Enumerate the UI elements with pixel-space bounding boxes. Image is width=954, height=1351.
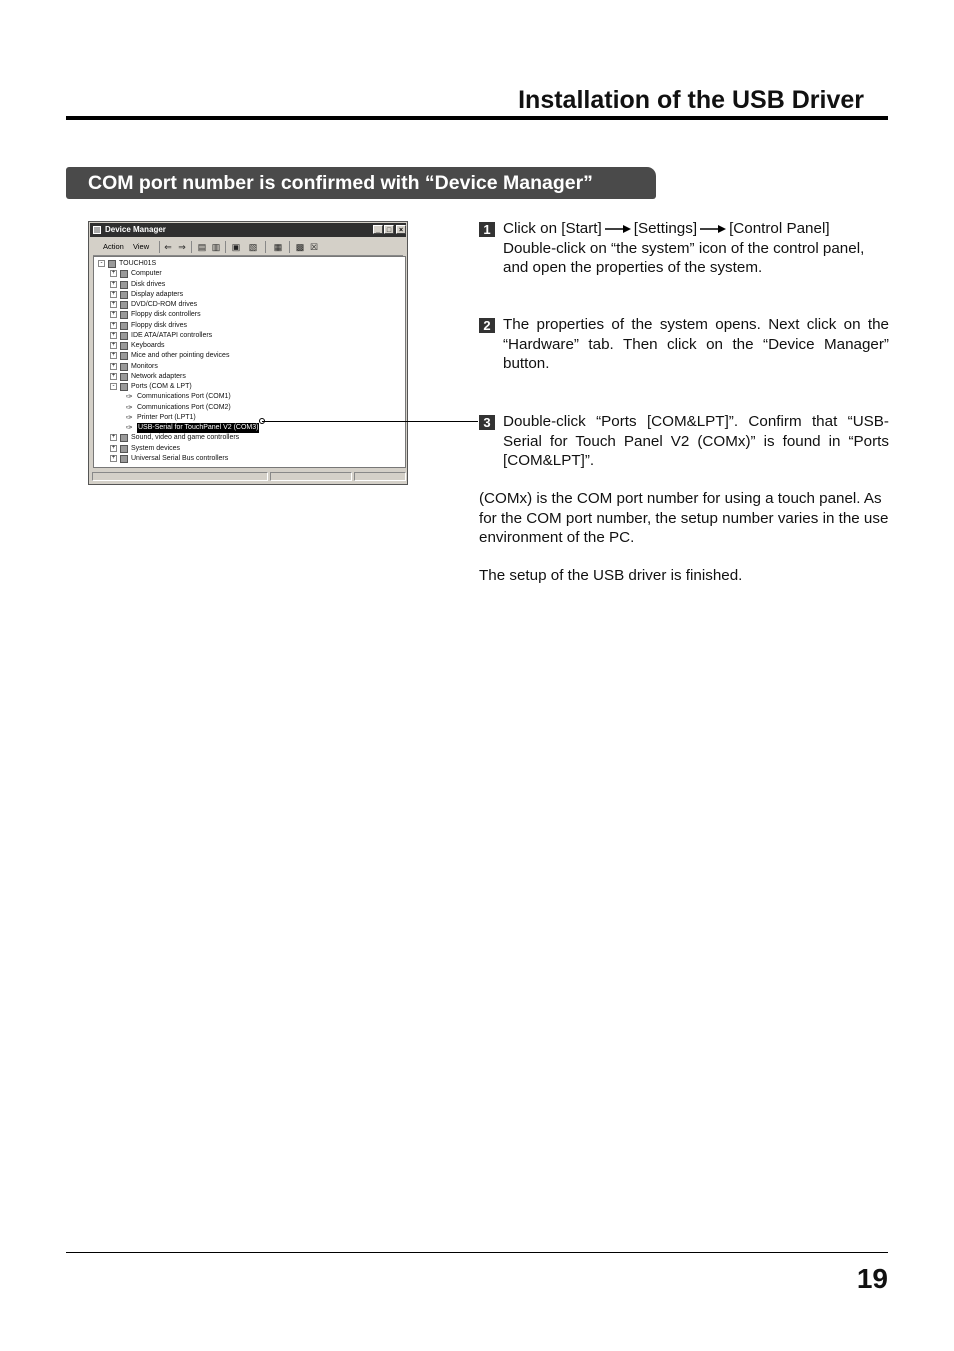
dm-statusbar xyxy=(90,471,406,483)
dm-sep-2 xyxy=(191,241,192,253)
tree-item-label: Disk drives xyxy=(131,280,166,288)
expand-icon[interactable]: + xyxy=(111,454,116,461)
expand-icon[interactable]: + xyxy=(111,352,116,359)
tree-item[interactable] xyxy=(94,382,404,392)
tree-item[interactable] xyxy=(94,454,404,464)
step-1-settings: [Settings] xyxy=(633,220,698,237)
port-device-icon: ✑ xyxy=(126,423,133,432)
tree-item[interactable] xyxy=(94,290,404,300)
right-arrow-icon xyxy=(605,224,631,234)
tree-item-label: Keyboards xyxy=(131,342,165,349)
port-device-icon: ✑ xyxy=(126,392,133,402)
tree-item-label: TOUCH01S xyxy=(119,260,157,267)
tree-item[interactable] xyxy=(94,362,404,372)
tree-item-label: Floppy disk drives xyxy=(131,321,188,329)
expand-icon[interactable]: + xyxy=(111,321,116,328)
forward-arrow-icon[interactable]: ⇒ xyxy=(178,242,186,252)
step-1-control-panel: [Control Panel] xyxy=(729,220,830,237)
device-category-icon xyxy=(120,332,128,340)
step-body: The properties of the system opens. Next click on the “Hardware” tab. Then click on the “Device Manager” button. xyxy=(503,316,889,373)
device-category-icon xyxy=(120,342,128,350)
expand-icon[interactable]: + xyxy=(111,311,116,318)
step-body: Double-click “Ports [COM&LPT]”. Confirm that “USB-Serial for Touch Panel V2 (COMx)” is found in “Ports [COM&LPT]”. xyxy=(503,413,889,470)
dm-sep-5 xyxy=(289,241,290,253)
dm-window-title: Device Manager xyxy=(105,225,166,234)
tree-item[interactable] xyxy=(94,392,404,402)
selected-usb-serial-port: USB-Serial for TouchPanel V2 (COM3) xyxy=(138,424,259,431)
device-category-icon xyxy=(120,373,128,381)
tree-item-label: Communications Port (COM2) xyxy=(137,403,231,411)
tree-item-label: Mice and other pointing devices xyxy=(131,352,230,360)
dm-titlebar xyxy=(90,223,406,237)
help-icon[interactable]: ▧ xyxy=(248,242,258,252)
tree-item-label: Ports (COM & LPT) xyxy=(131,383,192,390)
list-view-icon[interactable]: ▥ xyxy=(211,242,221,252)
expand-icon[interactable]: + xyxy=(111,301,116,307)
dm-menubar xyxy=(93,239,403,256)
page-title: Installation of the USB Driver xyxy=(518,86,864,114)
device-category-icon xyxy=(120,363,128,371)
maximize-button[interactable]: □ xyxy=(384,225,394,234)
expand-icon[interactable]: + xyxy=(111,290,116,297)
tree-item-label: Display adapters xyxy=(131,290,184,298)
tree-item[interactable] xyxy=(94,372,404,382)
collapse-icon[interactable]: - xyxy=(98,260,105,267)
close-button[interactable]: × xyxy=(396,225,406,234)
device-manager-app-icon xyxy=(93,226,101,234)
tree-item-label: IDE ATA/ATAPI controllers xyxy=(131,331,213,339)
tree-item-label: Computer xyxy=(131,270,162,278)
tree-item[interactable] xyxy=(94,341,404,351)
right-arrow-icon xyxy=(700,224,726,234)
tree-item[interactable] xyxy=(94,300,404,310)
device-category-icon xyxy=(120,311,128,319)
tree-item[interactable] xyxy=(94,321,404,331)
step-1-detail: Double-click on “the system” icon of the control panel, and open the properties of the system. xyxy=(503,239,865,277)
tree-item[interactable] xyxy=(94,259,404,269)
expand-icon[interactable]: + xyxy=(111,434,116,441)
tree-item-label: Monitors xyxy=(131,362,158,370)
computer-icon xyxy=(108,260,116,268)
dm-sep-4 xyxy=(265,241,266,253)
status-cell-2 xyxy=(270,472,352,481)
footer-rule xyxy=(66,1252,888,1253)
page-number: 19 xyxy=(856,1263,888,1294)
device-category-icon xyxy=(120,445,128,453)
finished-note: The setup of the USB driver is finished. xyxy=(479,567,743,584)
tree-item[interactable] xyxy=(94,423,404,433)
folder-view-icon[interactable]: ▤ xyxy=(197,242,207,252)
port-device-icon: ✑ xyxy=(126,412,133,422)
tree-item-label: System devices xyxy=(131,444,181,452)
tree-item-label: Sound, video and game controllers xyxy=(131,434,240,442)
menu-view[interactable]: View xyxy=(133,242,150,251)
status-cell-1 xyxy=(92,472,268,481)
update-driver-icon[interactable]: ▩ xyxy=(295,242,305,252)
expand-icon[interactable]: + xyxy=(111,444,116,451)
title-rule xyxy=(66,116,888,120)
step-1-start: Click on [Start] xyxy=(503,220,602,237)
tree-item[interactable] xyxy=(94,280,404,290)
tree-item[interactable] xyxy=(94,310,404,320)
dm-sep-1 xyxy=(159,241,160,253)
step-1 xyxy=(479,219,889,278)
menu-action[interactable]: Action xyxy=(103,242,124,251)
device-category-icon xyxy=(120,281,128,289)
uninstall-icon[interactable]: ☒ xyxy=(309,242,319,252)
device-category-icon xyxy=(120,352,128,360)
step-number-badge: 2 xyxy=(479,318,495,333)
port-device-icon: ✑ xyxy=(126,402,133,412)
tree-item-label: Universal Serial Bus controllers xyxy=(131,454,229,462)
back-arrow-icon[interactable]: ⇐ xyxy=(164,242,172,252)
tree-item-label: Communications Port (COM1) xyxy=(137,393,231,401)
tree-item[interactable] xyxy=(94,444,404,454)
scan-hardware-icon[interactable]: ▦ xyxy=(273,242,283,252)
step-number-badge: 3 xyxy=(479,415,495,430)
step-2 xyxy=(479,315,889,374)
step-3 xyxy=(479,412,889,471)
callout-line xyxy=(262,421,478,422)
expand-icon[interactable]: + xyxy=(111,342,116,348)
device-manager-window xyxy=(88,221,408,485)
device-category-icon xyxy=(120,383,128,391)
properties-icon[interactable]: ▣ xyxy=(231,242,241,252)
device-category-icon xyxy=(120,270,128,278)
step-body xyxy=(503,219,889,278)
expand-icon[interactable]: + xyxy=(111,362,116,369)
expand-icon[interactable]: + xyxy=(111,331,116,338)
expand-icon[interactable]: + xyxy=(111,372,116,379)
tree-item[interactable] xyxy=(94,403,404,413)
status-cell-3 xyxy=(354,472,406,481)
expand-icon[interactable]: + xyxy=(111,270,116,277)
device-tree xyxy=(93,256,406,468)
device-category-icon xyxy=(120,291,128,299)
dm-sep-3 xyxy=(225,241,226,253)
tree-item[interactable] xyxy=(94,433,404,443)
step-number-badge: 1 xyxy=(479,222,495,237)
minimize-button[interactable]: _ xyxy=(373,225,383,234)
tree-item[interactable] xyxy=(94,351,404,361)
tree-item[interactable] xyxy=(94,269,404,279)
tree-item-label: Floppy disk controllers xyxy=(131,311,201,319)
collapse-icon[interactable]: - xyxy=(110,383,117,390)
device-category-icon xyxy=(120,322,128,330)
tree-item-label: Network adapters xyxy=(131,372,186,380)
tree-item[interactable] xyxy=(94,331,404,341)
tree-item-label: DVD/CD-ROM drives xyxy=(131,301,198,308)
device-category-icon xyxy=(120,434,128,442)
device-category-icon xyxy=(120,301,128,309)
device-category-icon xyxy=(120,455,128,463)
tree-item-label: Printer Port (LPT1) xyxy=(137,413,196,421)
com-port-note: (COMx) is the COM port number for using a touch panel. As for the COM port number, the setup number varies in the use environment of the PC. xyxy=(479,490,889,547)
section-banner: COM port number is confirmed with “Device Manager” xyxy=(66,167,656,199)
expand-icon[interactable]: + xyxy=(111,280,116,287)
